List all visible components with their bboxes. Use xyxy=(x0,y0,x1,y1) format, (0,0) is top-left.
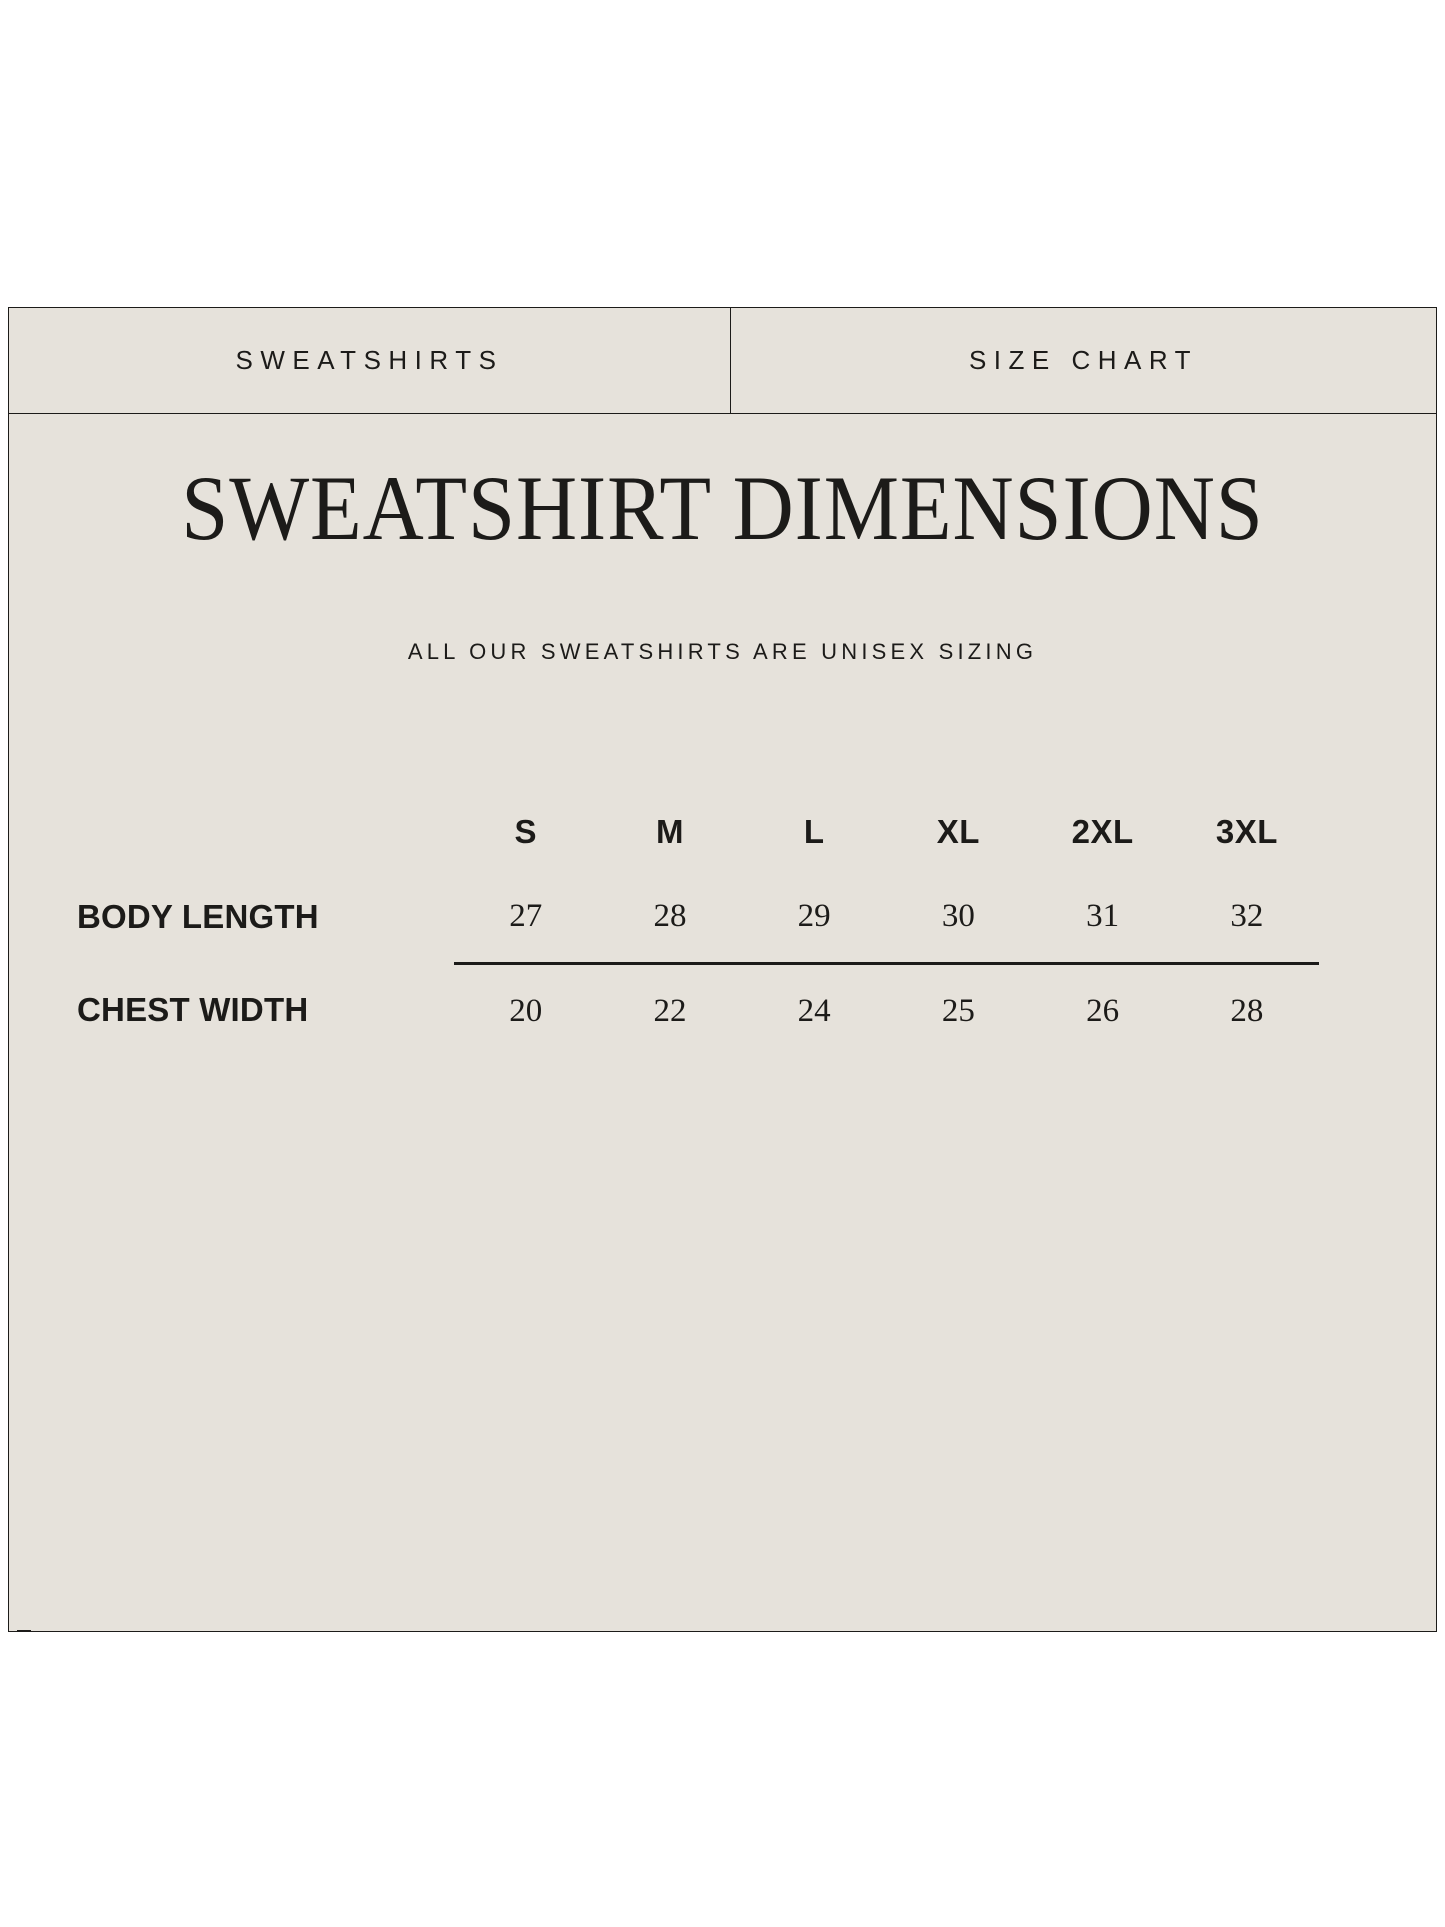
size-header-3xl: 3XL xyxy=(1215,813,1278,850)
body-length-m: 28 xyxy=(598,870,742,964)
body-length-3xl: 32 xyxy=(1175,870,1319,964)
size-header-m: M xyxy=(655,813,684,850)
page-title: SWEATSHIRT DIMENSIONS xyxy=(181,457,1264,559)
size-header-xl: XL xyxy=(936,813,980,850)
size-header-l: L xyxy=(803,813,825,850)
size-header-s: S xyxy=(514,813,537,850)
body-length-l: 29 xyxy=(742,870,886,964)
row-label-chest-width: CHEST WIDTH xyxy=(77,991,309,1029)
page-subtitle: ALL OUR SWEATSHIRTS ARE UNISEX SIZING xyxy=(407,639,1038,664)
body-length-2xl: 31 xyxy=(1031,870,1175,964)
header-size-chart-label: SIZE CHART xyxy=(968,345,1199,375)
body-length-s: 27 xyxy=(454,870,598,964)
table-header-row xyxy=(49,794,1319,870)
measurements-table xyxy=(49,794,1319,1057)
chest-width-m: 22 xyxy=(653,992,687,1029)
chest-width-s: 20 xyxy=(509,992,543,1029)
row-label-body-length: BODY LENGTH xyxy=(77,897,319,935)
size-header-2xl: 2XL xyxy=(1071,813,1134,850)
body-length-xl: 30 xyxy=(886,870,1030,964)
size-chart-card xyxy=(8,307,1437,1632)
corner-label xyxy=(49,794,454,870)
corner-tick-mark xyxy=(17,1630,31,1631)
chest-width-xl: 25 xyxy=(941,992,975,1029)
table-row xyxy=(49,870,1319,964)
chest-width-3xl: 28 xyxy=(1230,992,1264,1029)
chest-width-l: 24 xyxy=(797,992,831,1029)
measurements-table-wrapper xyxy=(49,794,1349,1057)
table-row xyxy=(49,964,1319,1058)
header-category-label: SWEATSHIRTS xyxy=(9,308,731,413)
chest-width-2xl: 26 xyxy=(1086,992,1120,1029)
card-header xyxy=(9,308,1436,414)
card-body xyxy=(9,414,1436,1631)
